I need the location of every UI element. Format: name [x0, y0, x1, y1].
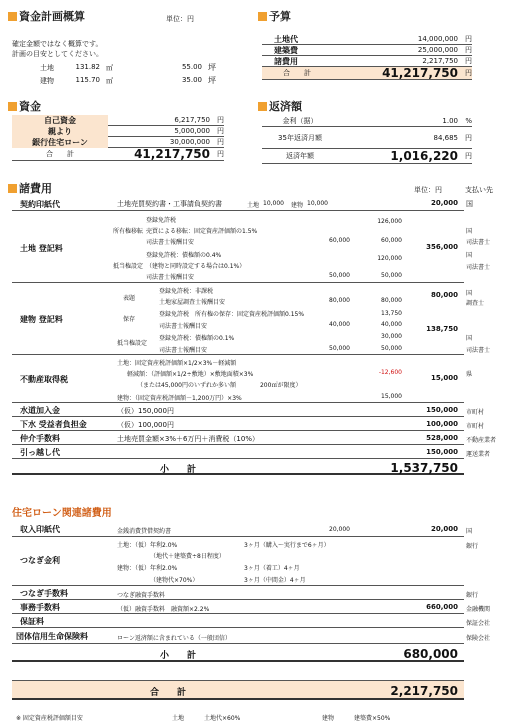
payto-header: 支払い先	[465, 186, 493, 194]
building-sqm-unit: ㎡	[106, 77, 113, 85]
expenses-title: 諸費用	[8, 180, 52, 196]
fund-plan-title: 資金計画概算	[8, 8, 85, 24]
insurance-label: 団体信用生命保険料	[16, 632, 88, 641]
bldg-reg-payto-1: 国	[466, 290, 473, 297]
bridge-label: つなぎ金利	[20, 556, 60, 565]
bridge-fee-label: つなぎ手数料	[20, 589, 68, 598]
land-reg-a3: 司法書士報酬目安	[146, 239, 195, 246]
bldg-reg-b-cat: 保存	[123, 316, 136, 323]
repay-table	[262, 115, 472, 164]
land-reg-b2: （建物と同時設定する場合は0.1%）	[146, 263, 246, 270]
repay-rate-unit: %	[465, 116, 472, 125]
repay-rate-row	[262, 115, 472, 127]
contract-stamp-land-amt: 10,000	[263, 200, 284, 207]
bldg-reg-b2: 司法書士報酬目安	[159, 323, 208, 330]
bldg-reg-c2: 司法書士報酬目安	[159, 347, 208, 354]
bldg-reg-label: 建物 登記料	[20, 315, 63, 324]
land-reg-b1: 登録免許税：債権額の0.4%	[146, 252, 222, 259]
land-reg-payto-3: 国	[466, 252, 473, 259]
bridge-l1-note: （地代＋建築費÷8日程度）	[150, 553, 225, 560]
funds-row-unit: 円	[217, 127, 224, 135]
funds-row-unit: 円	[217, 116, 224, 124]
land-reg-label: 土地 登記料	[20, 244, 63, 253]
brokerage-label: 仲介手数料	[20, 434, 60, 443]
funds-row-value: 5,000,000	[174, 127, 210, 135]
loan-subtotal-label: 小 計	[160, 651, 197, 661]
fund-plan-unit: 単位：円	[166, 15, 194, 23]
water-label: 水道加入金	[20, 406, 60, 415]
bldg-reg-payto-3: 国	[466, 335, 473, 342]
land-reg-b-cat: 抵当権設定	[113, 263, 144, 270]
footnote-land-val: 土地代×60%	[204, 715, 241, 722]
budget-title: 予算	[258, 8, 291, 24]
acq-tax-l1: 土地：固定資産税評価額×1/2×3%－軽減額	[117, 360, 237, 367]
bldg-reg-c1: 登録免許税：債権額の0.1%	[159, 335, 235, 342]
land-sqm: 131.82	[75, 63, 100, 71]
funds-row-unit: 円	[217, 138, 224, 146]
land-reg-payto-4: 司法書士	[466, 264, 491, 271]
budget-row-unit: 円	[465, 46, 472, 54]
budget-row-label: 土地代	[274, 34, 298, 44]
bridge-payto: 銀行	[466, 543, 479, 550]
sewer-desc: （仮）100,000円	[117, 421, 174, 429]
sewer-label: 下水 受益者負担金	[20, 420, 87, 429]
expenses-subtotal-value: 1,537,750	[390, 461, 458, 475]
budget-row	[262, 34, 472, 45]
admin-fee-payto: 金融機関	[466, 606, 491, 613]
bldg-reg-payto-4: 司法書士	[466, 347, 491, 354]
bldg-reg-total1: 80,000	[430, 291, 458, 299]
bldg-reg-c2-sub: 50,000	[329, 345, 350, 352]
funds-total-unit: 円	[217, 150, 224, 158]
note-line-1: 確定金額ではなく概算です。	[12, 40, 103, 48]
funds-row-value: 30,000,000	[169, 138, 210, 146]
bridge-l2-note: （建物代×70%）	[150, 577, 199, 584]
funds-row	[12, 126, 224, 137]
footnote-bldg-val: 建築費×50%	[354, 715, 391, 722]
funds-row	[12, 115, 224, 126]
land-reg-a-cat: 所有権移転	[113, 228, 144, 235]
brokerage-total: 528,000	[426, 434, 458, 442]
land-sqm-unit: ㎡	[106, 64, 113, 72]
moving-row	[12, 445, 464, 459]
water-row	[12, 403, 464, 417]
bldg-reg-a-cat: 表題	[123, 295, 136, 302]
land-reg-a3-sub: 60,000	[329, 237, 350, 244]
acq-tax-l4-amt: 15,000	[381, 393, 402, 400]
sewer-payto: 市町村	[466, 423, 485, 430]
funds-title: 資金	[8, 98, 41, 114]
contract-stamp-bldg-amt: 10,000	[307, 200, 328, 207]
bldg-reg-b2-amt: 40,000	[381, 321, 402, 328]
repay-annual-unit: 円	[465, 152, 472, 160]
bldg-reg-b1: 登録免許税 所有権の保存：固定資産税評価額0.15%	[159, 311, 305, 318]
budget-row-unit: 円	[465, 35, 472, 43]
funds-table	[12, 115, 224, 161]
loan-stamp-total: 20,000	[430, 525, 458, 533]
loan-stamp-desc: 金銭消費貸借契約書	[117, 528, 172, 535]
bridge-fee-payto: 銀行	[466, 592, 479, 599]
budget-row-value: 25,000,000	[417, 46, 458, 54]
guarantee-row	[12, 614, 464, 628]
funds-row-label: 銀行住宅ローン	[12, 137, 108, 148]
repay-rate-value: 1.00	[442, 116, 458, 125]
budget-total-label: 合 計	[283, 69, 311, 77]
funds-row-label: 親より	[12, 126, 108, 137]
bldg-reg-a2-sub: 80,000	[329, 297, 350, 304]
acq-tax-label: 不動産取得税	[20, 375, 68, 384]
repay-monthly-unit: 円	[465, 133, 472, 142]
contract-stamp-total: 20,000	[430, 199, 458, 207]
brokerage-desc: 土地売買金額×3%＋6万円＋消費税（10%）	[117, 435, 259, 443]
funds-total-label: 合 計	[46, 150, 74, 158]
grand-total-value: 2,217,750	[390, 684, 458, 698]
bldg-reg-total2: 138,750	[426, 325, 458, 333]
loan-stamp-label: 収入印紙代	[20, 525, 60, 534]
land-reg-a1: 登録免許税	[146, 217, 177, 224]
funds-total-row	[12, 148, 224, 161]
contract-stamp-desc: 土地売買契約書・工事請負契約書	[117, 200, 222, 208]
budget-row-label: 建築費	[274, 45, 298, 55]
repay-rate-label: 金利（据）	[282, 116, 318, 125]
land-reg-b3: 司法書士報酬目安	[146, 274, 195, 281]
acq-tax-l3: （または45,000円のいずれか多い額 200㎡が限度）	[137, 382, 302, 389]
footnote-text: ※ 固定資産税評価額目安	[16, 715, 83, 722]
water-payto: 市町村	[466, 409, 485, 416]
repay-monthly-value: 84,685	[433, 133, 458, 142]
land-reg-a3-amt: 60,000	[381, 237, 402, 244]
land-label: 土地	[40, 64, 54, 72]
budget-total-value: 41,217,750	[382, 66, 458, 80]
bridge-block	[12, 537, 464, 586]
budget-row-value: 2,217,750	[422, 57, 458, 65]
bldg-reg-c-cat: 抵当権設定	[117, 340, 148, 347]
budget-row-label: 諸費用	[274, 56, 298, 66]
bldg-reg-a2-amt: 80,000	[381, 297, 402, 304]
budget-row	[262, 45, 472, 56]
contract-stamp-row	[12, 197, 464, 211]
contract-stamp-land-tag: 土地	[247, 202, 260, 209]
repay-annual-row	[262, 149, 472, 164]
repay-annual-label: 返済年額	[286, 152, 314, 160]
building-label: 建物	[40, 77, 54, 85]
insurance-payto: 保険会社	[466, 635, 491, 642]
contract-stamp-payto: 国	[466, 200, 473, 208]
acq-tax-l3-amt: -12,600	[378, 369, 402, 376]
footnote-land: 土地	[172, 715, 185, 722]
admin-fee-label: 事務手数料	[20, 603, 60, 612]
funds-row-value: 6,217,750	[174, 116, 210, 124]
budget-row-value: 14,000,000	[417, 35, 458, 43]
repay-title: 返済額	[258, 98, 302, 114]
acq-tax-total: 15,000	[430, 374, 458, 382]
sewer-total: 100,000	[426, 420, 458, 428]
repay-monthly-label: 35年返済月額	[278, 133, 322, 142]
bridge-fee-desc: つなぎ融資手数料	[117, 592, 166, 599]
bridge-l2: 建物：（仮）年利2.0%	[117, 565, 178, 572]
land-reg-payto-1: 国	[466, 228, 473, 235]
acq-tax-l2: 軽減額：（評価額×1/2÷敷地）×敷地面積×3%	[127, 371, 254, 378]
budget-row-unit: 円	[465, 57, 472, 65]
land-tsubo-unit: 坪	[208, 63, 216, 72]
moving-total: 150,000	[426, 448, 458, 456]
admin-fee-desc: （仮）融資手数料 融資額×2.2%	[117, 606, 210, 613]
bldg-reg-c1-amt: 30,000	[381, 333, 402, 340]
building-sqm: 115.70	[75, 76, 100, 84]
loan-title: 住宅ローン関連諸費用	[12, 508, 112, 519]
acq-tax-payto: 県	[466, 371, 473, 378]
bldg-reg-b2-sub: 40,000	[329, 321, 350, 328]
water-desc: （仮）150,000円	[117, 407, 174, 415]
grand-total-label: 合 計	[150, 688, 187, 698]
guarantee-payto: 保証会社	[466, 620, 491, 627]
loan-stamp-payto: 国	[466, 528, 473, 535]
budget-table	[262, 34, 472, 80]
footnote-bldg: 建物	[322, 715, 335, 722]
building-tsubo-unit: 坪	[208, 76, 216, 85]
land-reg-a2: 売買による移転：固定資産評価額の1.5%	[146, 228, 258, 235]
repay-annual-value: 1,016,220	[390, 149, 458, 163]
bridge-l1: 土地：（仮）年利2.0%	[117, 542, 178, 549]
loan-subtotal-value: 680,000	[403, 647, 458, 661]
land-reg-b3-sub: 50,000	[329, 272, 350, 279]
contract-stamp-bldg-tag: 建物	[291, 202, 304, 209]
funds-total-value: 41,217,750	[134, 147, 210, 161]
acq-tax-l4: 建物：（固定資産税評価額－1,200万円）×3%	[117, 395, 242, 402]
bridge-l2c: 3ヶ月（中間金）4ヶ月	[244, 577, 306, 584]
moving-label: 引っ越し代	[20, 448, 60, 457]
land-reg-total: 356,000	[426, 243, 458, 251]
land-reg-a2-amt: 126,000	[377, 218, 402, 225]
bridge-l2b: 3ヶ月（着工）4ヶ月	[244, 565, 300, 572]
guarantee-label: 保証料	[20, 617, 44, 626]
budget-total-unit: 円	[465, 69, 472, 77]
budget-total-row	[262, 67, 472, 80]
building-tsubo: 35.00	[181, 76, 202, 84]
moving-payto: 運送業者	[466, 451, 491, 458]
land-reg-b2-amt: 120,000	[377, 255, 402, 262]
note-line-2: 計画の目安としてください。	[12, 50, 103, 58]
land-tsubo: 55.00	[181, 63, 202, 71]
contract-stamp-label: 契約印紙代	[20, 200, 60, 209]
bldg-reg-a1: 登録免許税：非課税	[159, 288, 214, 295]
bldg-reg-a2: 土地家屋調査士報酬目安	[159, 299, 226, 306]
bridge-l1b: 3ヶ月（購入～実行まで6ヶ月）	[244, 542, 330, 549]
loan-stamp-sub: 20,000	[329, 526, 350, 533]
insurance-desc: ローン返済額に含まれている（一般団信）	[117, 635, 231, 642]
land-reg-b3-amt: 50,000	[381, 272, 402, 279]
bldg-reg-b1-amt: 13,750	[381, 310, 402, 317]
brokerage-payto: 不動産業者	[466, 437, 497, 444]
admin-fee-row	[12, 600, 464, 614]
repay-monthly-row	[262, 127, 472, 149]
bldg-reg-c2-amt: 50,000	[381, 345, 402, 352]
bridge-fee-row	[12, 586, 464, 600]
expenses-subtotal-label: 小 計	[160, 465, 197, 475]
water-total: 150,000	[426, 406, 458, 414]
expenses-unit: 単位：円	[414, 186, 442, 194]
admin-fee-total: 660,000	[426, 603, 458, 611]
loan-stamp-row	[12, 522, 464, 537]
bldg-reg-payto-2: 調査士	[466, 300, 485, 307]
funds-row-label: 自己資金	[12, 115, 108, 126]
land-reg-payto-2: 司法書士	[466, 239, 491, 246]
